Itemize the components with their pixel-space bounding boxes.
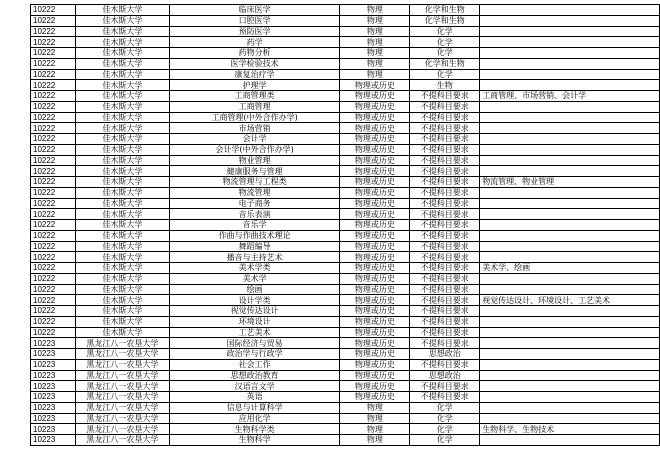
- second-subject-cell: 化学: [410, 435, 480, 446]
- included-majors-cell: [480, 306, 660, 317]
- second-subject-cell: 不提科目要求: [410, 198, 480, 209]
- school-code-cell: 10223: [31, 381, 76, 392]
- first-subject-cell: 物理: [340, 435, 410, 446]
- school-code-cell: 10222: [31, 58, 76, 69]
- school-code-cell: 10222: [31, 48, 76, 59]
- first-subject-cell: 物理: [340, 424, 410, 435]
- first-subject-cell: 物理: [340, 58, 410, 69]
- school-code-cell: 10222: [31, 273, 76, 284]
- major-name-cell: 健康服务与管理: [169, 166, 340, 177]
- first-subject-cell: 物理: [340, 402, 410, 413]
- table-row: [31, 252, 660, 263]
- school-code-cell: 10222: [31, 166, 76, 177]
- school-code-cell: 10222: [31, 112, 76, 123]
- school-code-cell: 10222: [31, 15, 76, 26]
- first-subject-cell: 物理: [340, 26, 410, 37]
- school-name-cell: 佳木斯大学: [75, 37, 169, 48]
- school-code-cell: 10222: [31, 295, 76, 306]
- included-majors-cell: [480, 80, 660, 91]
- major-name-cell: 工商管理: [169, 101, 340, 112]
- first-subject-cell: 物理: [340, 413, 410, 424]
- major-name-cell: 政治学与行政学: [169, 349, 340, 360]
- first-subject-cell: 物理或历史: [340, 123, 410, 134]
- major-name-cell: 物业管理: [169, 155, 340, 166]
- school-code-cell: 10222: [31, 252, 76, 263]
- school-name-cell: 黑龙江八一农垦大学: [75, 381, 169, 392]
- school-code-cell: 10222: [31, 220, 76, 231]
- table-row: [31, 69, 660, 80]
- table-row: [31, 295, 660, 306]
- table-row: [31, 209, 660, 220]
- first-subject-cell: 物理或历史: [340, 220, 410, 231]
- school-name-cell: 佳木斯大学: [75, 58, 169, 69]
- table-row: [31, 15, 660, 26]
- major-name-cell: 药物分析: [169, 48, 340, 59]
- first-subject-cell: 物理或历史: [340, 306, 410, 317]
- included-majors-cell: 生物科学、生物技术: [480, 424, 660, 435]
- table-row: [31, 187, 660, 198]
- included-majors-cell: [480, 435, 660, 446]
- second-subject-cell: 不提科目要求: [410, 273, 480, 284]
- second-subject-cell: 不提科目要求: [410, 338, 480, 349]
- table-row: [31, 155, 660, 166]
- second-subject-cell: 不提科目要求: [410, 392, 480, 403]
- first-subject-cell: 物理或历史: [340, 91, 410, 102]
- school-name-cell: 佳木斯大学: [75, 155, 169, 166]
- second-subject-cell: 不提科目要求: [410, 327, 480, 338]
- school-name-cell: 佳木斯大学: [75, 187, 169, 198]
- second-subject-cell: 化学: [410, 48, 480, 59]
- second-subject-cell: 化学: [410, 26, 480, 37]
- school-name-cell: 佳木斯大学: [75, 112, 169, 123]
- included-majors-cell: [480, 338, 660, 349]
- first-subject-cell: 物理或历史: [340, 209, 410, 220]
- school-name-cell: 佳木斯大学: [75, 306, 169, 317]
- first-subject-cell: 物理或历史: [340, 198, 410, 209]
- school-code-cell: 10222: [31, 209, 76, 220]
- included-majors-cell: [480, 284, 660, 295]
- included-majors-cell: [480, 316, 660, 327]
- table-row: [31, 327, 660, 338]
- school-code-cell: 10222: [31, 69, 76, 80]
- table-row: [31, 134, 660, 145]
- first-subject-cell: 物理或历史: [340, 284, 410, 295]
- included-majors-cell: [480, 37, 660, 48]
- table-row: [31, 80, 660, 91]
- table-row: [31, 26, 660, 37]
- school-code-cell: 10222: [31, 91, 76, 102]
- second-subject-cell: 不提科目要求: [410, 101, 480, 112]
- table-row: [31, 101, 660, 112]
- major-name-cell: 思想政治教育: [169, 370, 340, 381]
- school-code-cell: 10222: [31, 263, 76, 274]
- major-name-cell: 国际经济与贸易: [169, 338, 340, 349]
- school-code-cell: 10223: [31, 349, 76, 360]
- table-row: [31, 359, 660, 370]
- school-code-cell: 10222: [31, 327, 76, 338]
- school-name-cell: 黑龙江八一农垦大学: [75, 413, 169, 424]
- school-name-cell: 黑龙江八一农垦大学: [75, 402, 169, 413]
- second-subject-cell: 不提科目要求: [410, 241, 480, 252]
- included-majors-cell: [480, 392, 660, 403]
- school-code-cell: 10223: [31, 413, 76, 424]
- table-row: [31, 112, 660, 123]
- table-row: [31, 144, 660, 155]
- first-subject-cell: 物理或历史: [340, 359, 410, 370]
- first-subject-cell: 物理或历史: [340, 370, 410, 381]
- school-name-cell: 佳木斯大学: [75, 263, 169, 274]
- first-subject-cell: 物理或历史: [340, 295, 410, 306]
- table-row: [31, 220, 660, 231]
- major-name-cell: 应用化学: [169, 413, 340, 424]
- school-name-cell: 黑龙江八一农垦大学: [75, 435, 169, 446]
- second-subject-cell: 不提科目要求: [410, 263, 480, 274]
- school-name-cell: 佳木斯大学: [75, 69, 169, 80]
- first-subject-cell: 物理或历史: [340, 381, 410, 392]
- major-name-cell: 环境设计: [169, 316, 340, 327]
- included-majors-cell: 美术学、绘画: [480, 263, 660, 274]
- first-subject-cell: 物理或历史: [340, 80, 410, 91]
- major-name-cell: 音乐学: [169, 220, 340, 231]
- included-majors-cell: 物流管理、物业管理: [480, 177, 660, 188]
- school-code-cell: 10222: [31, 230, 76, 241]
- second-subject-cell: 不提科目要求: [410, 187, 480, 198]
- included-majors-cell: [480, 144, 660, 155]
- included-majors-cell: [480, 381, 660, 392]
- first-subject-cell: 物理或历史: [340, 166, 410, 177]
- first-subject-cell: 物理或历史: [340, 230, 410, 241]
- first-subject-cell: 物理: [340, 37, 410, 48]
- school-code-cell: 10222: [31, 316, 76, 327]
- table-row: [31, 123, 660, 134]
- school-code-cell: 10223: [31, 424, 76, 435]
- second-subject-cell: 不提科目要求: [410, 306, 480, 317]
- included-majors-cell: [480, 5, 660, 16]
- second-subject-cell: 化学和生物: [410, 5, 480, 16]
- major-name-cell: 绘画: [169, 284, 340, 295]
- school-code-cell: 10222: [31, 241, 76, 252]
- major-name-cell: 会计学(中外合作办学): [169, 144, 340, 155]
- included-majors-cell: [480, 327, 660, 338]
- second-subject-cell: 不提科目要求: [410, 155, 480, 166]
- table-row: [31, 177, 660, 188]
- school-name-cell: 黑龙江八一农垦大学: [75, 370, 169, 381]
- included-majors-cell: [480, 359, 660, 370]
- school-code-cell: 10222: [31, 37, 76, 48]
- second-subject-cell: 思想政治: [410, 370, 480, 381]
- table-row: [31, 230, 660, 241]
- school-code-cell: 10223: [31, 435, 76, 446]
- second-subject-cell: 不提科目要求: [410, 112, 480, 123]
- school-code-cell: 10222: [31, 80, 76, 91]
- major-name-cell: 临床医学: [169, 5, 340, 16]
- second-subject-cell: 思想政治: [410, 349, 480, 360]
- school-name-cell: 佳木斯大学: [75, 26, 169, 37]
- first-subject-cell: 物理: [340, 69, 410, 80]
- school-code-cell: 10222: [31, 187, 76, 198]
- school-name-cell: 佳木斯大学: [75, 252, 169, 263]
- first-subject-cell: 物理或历史: [340, 338, 410, 349]
- school-name-cell: 黑龙江八一农垦大学: [75, 359, 169, 370]
- second-subject-cell: 不提科目要求: [410, 209, 480, 220]
- table-row: [31, 435, 660, 446]
- school-code-cell: 10223: [31, 402, 76, 413]
- second-subject-cell: 生物: [410, 80, 480, 91]
- second-subject-cell: 不提科目要求: [410, 316, 480, 327]
- second-subject-cell: 不提科目要求: [410, 177, 480, 188]
- included-majors-cell: [480, 349, 660, 360]
- school-name-cell: 佳木斯大学: [75, 284, 169, 295]
- major-name-cell: 汉语言文学: [169, 381, 340, 392]
- school-name-cell: 佳木斯大学: [75, 220, 169, 231]
- table-row: [31, 5, 660, 16]
- school-name-cell: 佳木斯大学: [75, 273, 169, 284]
- second-subject-cell: 不提科目要求: [410, 91, 480, 102]
- second-subject-cell: 不提科目要求: [410, 381, 480, 392]
- major-name-cell: 生物科学类: [169, 424, 340, 435]
- included-majors-cell: [480, 230, 660, 241]
- first-subject-cell: 物理或历史: [340, 177, 410, 188]
- included-majors-cell: [480, 101, 660, 112]
- first-subject-cell: 物理: [340, 5, 410, 16]
- included-majors-cell: [480, 58, 660, 69]
- major-name-cell: 护理学: [169, 80, 340, 91]
- second-subject-cell: 不提科目要求: [410, 134, 480, 145]
- included-majors-cell: [480, 48, 660, 59]
- school-name-cell: 佳木斯大学: [75, 91, 169, 102]
- included-majors-cell: [480, 413, 660, 424]
- included-majors-cell: 工商管理、市场营销、会计学: [480, 91, 660, 102]
- second-subject-cell: 不提科目要求: [410, 252, 480, 263]
- school-name-cell: 佳木斯大学: [75, 230, 169, 241]
- included-majors-cell: [480, 112, 660, 123]
- table-row: [31, 273, 660, 284]
- major-name-cell: 工商管理(中外合作办学): [169, 112, 340, 123]
- second-subject-cell: 化学: [410, 424, 480, 435]
- second-subject-cell: 化学和生物: [410, 15, 480, 26]
- school-code-cell: 10222: [31, 26, 76, 37]
- school-name-cell: 佳木斯大学: [75, 316, 169, 327]
- table-row: [31, 316, 660, 327]
- major-name-cell: 药学: [169, 37, 340, 48]
- first-subject-cell: 物理或历史: [340, 392, 410, 403]
- included-majors-cell: [480, 166, 660, 177]
- first-subject-cell: 物理: [340, 15, 410, 26]
- included-majors-cell: [480, 402, 660, 413]
- school-code-cell: 10223: [31, 370, 76, 381]
- table-row: [31, 91, 660, 102]
- first-subject-cell: 物理或历史: [340, 327, 410, 338]
- school-name-cell: 黑龙江八一农垦大学: [75, 424, 169, 435]
- first-subject-cell: 物理或历史: [340, 252, 410, 263]
- first-subject-cell: 物理或历史: [340, 101, 410, 112]
- major-name-cell: 舞蹈编导: [169, 241, 340, 252]
- school-code-cell: 10222: [31, 155, 76, 166]
- first-subject-cell: 物理或历史: [340, 134, 410, 145]
- school-name-cell: 佳木斯大学: [75, 241, 169, 252]
- major-name-cell: 信息与计算科学: [169, 402, 340, 413]
- included-majors-cell: [480, 220, 660, 231]
- school-code-cell: 10222: [31, 144, 76, 155]
- school-name-cell: 佳木斯大学: [75, 15, 169, 26]
- second-subject-cell: 不提科目要求: [410, 166, 480, 177]
- school-name-cell: 佳木斯大学: [75, 166, 169, 177]
- first-subject-cell: 物理或历史: [340, 273, 410, 284]
- school-name-cell: 黑龙江八一农垦大学: [75, 392, 169, 403]
- table-row: [31, 349, 660, 360]
- major-name-cell: 预防医学: [169, 26, 340, 37]
- table-row: [31, 413, 660, 424]
- table-row: [31, 166, 660, 177]
- major-name-cell: 社会工作: [169, 359, 340, 370]
- table-body: [31, 5, 660, 446]
- school-name-cell: 黑龙江八一农垦大学: [75, 338, 169, 349]
- school-name-cell: 佳木斯大学: [75, 134, 169, 145]
- school-name-cell: 佳木斯大学: [75, 48, 169, 59]
- included-majors-cell: [480, 273, 660, 284]
- included-majors-cell: [480, 15, 660, 26]
- major-name-cell: 生物科学: [169, 435, 340, 446]
- first-subject-cell: 物理或历史: [340, 263, 410, 274]
- second-subject-cell: 不提科目要求: [410, 144, 480, 155]
- included-majors-cell: [480, 69, 660, 80]
- school-code-cell: 10222: [31, 284, 76, 295]
- included-majors-cell: [480, 209, 660, 220]
- major-name-cell: 美术学类: [169, 263, 340, 274]
- first-subject-cell: 物理或历史: [340, 187, 410, 198]
- included-majors-cell: [480, 252, 660, 263]
- admission-requirements-table: [30, 4, 660, 446]
- school-name-cell: 佳木斯大学: [75, 327, 169, 338]
- included-majors-cell: [480, 198, 660, 209]
- included-majors-cell: 视觉传达设计、环境设计、工艺美术: [480, 295, 660, 306]
- table-row: [31, 241, 660, 252]
- first-subject-cell: 物理: [340, 48, 410, 59]
- second-subject-cell: 化学: [410, 402, 480, 413]
- included-majors-cell: [480, 155, 660, 166]
- major-name-cell: 物流管理与工程类: [169, 177, 340, 188]
- table-row: [31, 284, 660, 295]
- major-name-cell: 电子商务: [169, 198, 340, 209]
- major-name-cell: 物流管理: [169, 187, 340, 198]
- included-majors-cell: [480, 26, 660, 37]
- first-subject-cell: 物理或历史: [340, 155, 410, 166]
- major-name-cell: 口腔医学: [169, 15, 340, 26]
- table-row: [31, 58, 660, 69]
- major-name-cell: 工商管理类: [169, 91, 340, 102]
- first-subject-cell: 物理或历史: [340, 349, 410, 360]
- school-name-cell: 佳木斯大学: [75, 144, 169, 155]
- first-subject-cell: 物理或历史: [340, 241, 410, 252]
- school-name-cell: 黑龙江八一农垦大学: [75, 349, 169, 360]
- school-name-cell: 佳木斯大学: [75, 295, 169, 306]
- included-majors-cell: [480, 123, 660, 134]
- table-row: [31, 306, 660, 317]
- school-code-cell: 10222: [31, 101, 76, 112]
- school-code-cell: 10222: [31, 177, 76, 188]
- school-code-cell: 10222: [31, 134, 76, 145]
- school-name-cell: 佳木斯大学: [75, 80, 169, 91]
- table-row: [31, 37, 660, 48]
- major-name-cell: 作曲与作曲技术理论: [169, 230, 340, 241]
- school-name-cell: 佳木斯大学: [75, 101, 169, 112]
- table-row: [31, 392, 660, 403]
- included-majors-cell: [480, 370, 660, 381]
- major-name-cell: 市场营销: [169, 123, 340, 134]
- table-row: [31, 370, 660, 381]
- second-subject-cell: 不提科目要求: [410, 220, 480, 231]
- second-subject-cell: 不提科目要求: [410, 359, 480, 370]
- school-code-cell: 10223: [31, 359, 76, 370]
- major-name-cell: 视觉传达设计: [169, 306, 340, 317]
- school-code-cell: 10222: [31, 5, 76, 16]
- included-majors-cell: [480, 134, 660, 145]
- table-row: [31, 198, 660, 209]
- school-name-cell: 佳木斯大学: [75, 198, 169, 209]
- second-subject-cell: 不提科目要求: [410, 230, 480, 241]
- school-code-cell: 10223: [31, 338, 76, 349]
- major-name-cell: 工艺美术: [169, 327, 340, 338]
- included-majors-cell: [480, 241, 660, 252]
- second-subject-cell: 不提科目要求: [410, 284, 480, 295]
- second-subject-cell: 化学: [410, 413, 480, 424]
- major-name-cell: 播音与主持艺术: [169, 252, 340, 263]
- table-row: [31, 402, 660, 413]
- school-code-cell: 10223: [31, 392, 76, 403]
- school-name-cell: 佳木斯大学: [75, 209, 169, 220]
- second-subject-cell: 化学和生物: [410, 58, 480, 69]
- table-row: [31, 263, 660, 274]
- table-row: [31, 48, 660, 59]
- school-code-cell: 10222: [31, 306, 76, 317]
- second-subject-cell: 不提科目要求: [410, 123, 480, 134]
- school-code-cell: 10222: [31, 123, 76, 134]
- included-majors-cell: [480, 187, 660, 198]
- table-row: [31, 381, 660, 392]
- first-subject-cell: 物理或历史: [340, 112, 410, 123]
- major-name-cell: 音乐表演: [169, 209, 340, 220]
- school-name-cell: 佳木斯大学: [75, 5, 169, 16]
- school-name-cell: 佳木斯大学: [75, 177, 169, 188]
- second-subject-cell: 化学: [410, 37, 480, 48]
- major-name-cell: 康复治疗学: [169, 69, 340, 80]
- major-name-cell: 英语: [169, 392, 340, 403]
- first-subject-cell: 物理或历史: [340, 316, 410, 327]
- major-name-cell: 设计学类: [169, 295, 340, 306]
- second-subject-cell: 不提科目要求: [410, 295, 480, 306]
- major-name-cell: 会计学: [169, 134, 340, 145]
- school-code-cell: 10222: [31, 198, 76, 209]
- table-row: [31, 338, 660, 349]
- second-subject-cell: 化学: [410, 69, 480, 80]
- first-subject-cell: 物理或历史: [340, 144, 410, 155]
- major-name-cell: 医学检验技术: [169, 58, 340, 69]
- major-name-cell: 美术学: [169, 273, 340, 284]
- table-row: [31, 424, 660, 435]
- school-name-cell: 佳木斯大学: [75, 123, 169, 134]
